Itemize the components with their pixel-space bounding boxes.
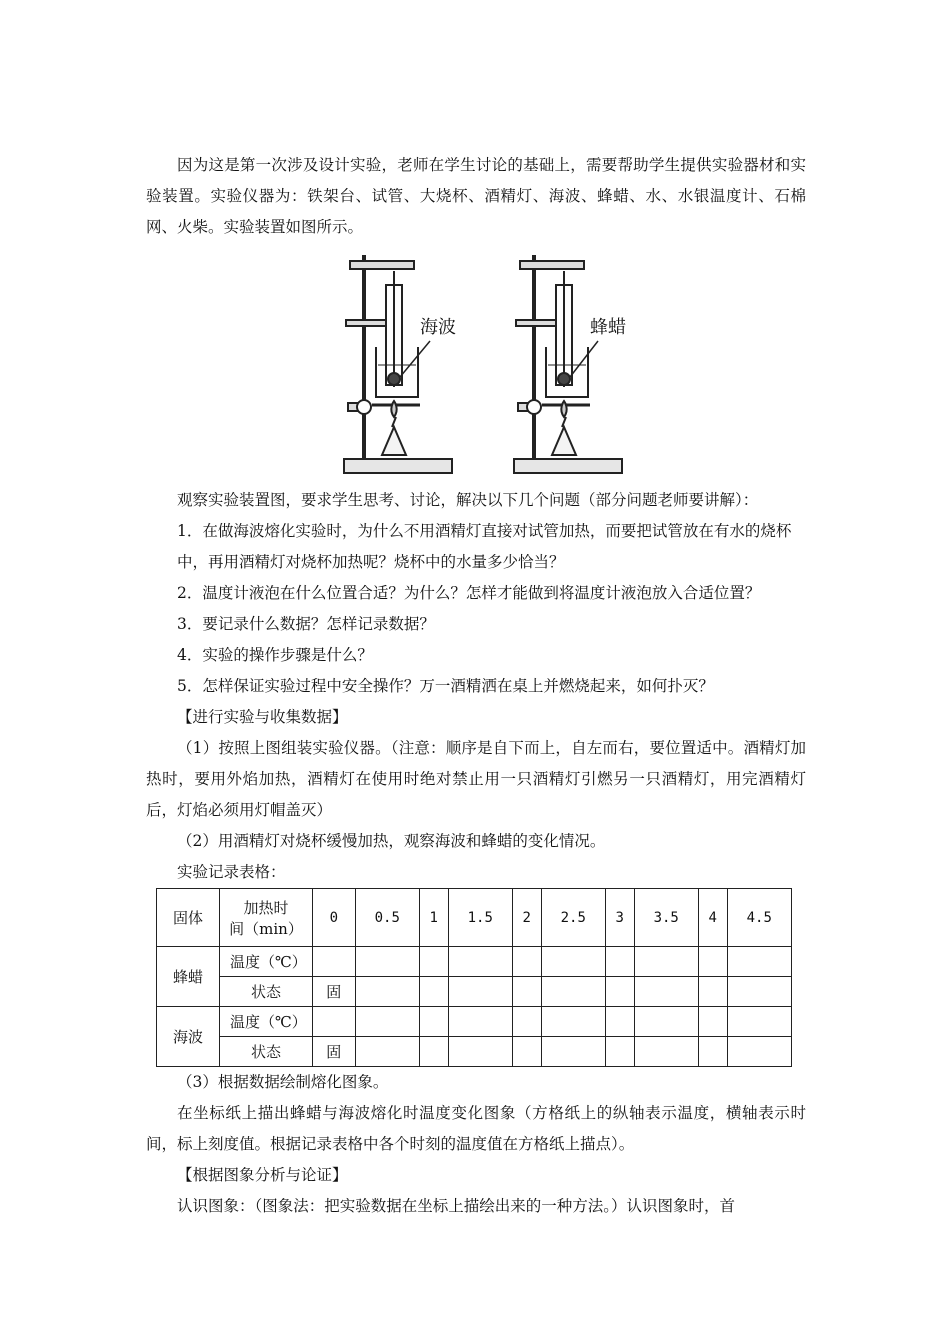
table-row <box>157 947 792 977</box>
temp-label-cell: 温度（℃） <box>220 947 313 977</box>
state-value-cell: 固 <box>313 977 356 1007</box>
table-header-row <box>157 889 792 947</box>
question-2: 2．温度计液泡在什么位置合适？为什么？怎样才能做到将温度计液泡放入合适位置？ <box>177 584 761 602</box>
section-heading-experiment: 【进行实验与收集数据】 <box>177 708 348 726</box>
table-row <box>157 977 792 1007</box>
table-row <box>157 1007 792 1037</box>
time-cell: 4.5 <box>727 889 792 947</box>
plot-paragraph: 在坐标纸上描出蜂蜡与海波熔化时温度变化图象（方格纸上的纵轴表示温度，横轴表示时间，标上刻度值。根据记录表格中各个时刻的温度值在方格纸上描点）。 <box>146 1104 806 1153</box>
wax-label-cell: 蜂蜡 <box>157 947 220 1007</box>
apparatus-figure <box>146 249 806 485</box>
question-5: 5．怎样保证实验过程中安全操作？万一酒精洒在桌上并燃烧起来，如何扑灭？ <box>177 677 714 695</box>
time-cell: 2 <box>512 889 541 947</box>
time-cell: 3.5 <box>634 889 698 947</box>
time-cell: 4 <box>698 889 727 947</box>
time-cell: 1 <box>419 889 448 947</box>
wax-label: 蜂蜡 <box>590 317 626 338</box>
record-table <box>156 888 792 1067</box>
table-row <box>157 1037 792 1067</box>
recognize-paragraph: 认识图象：（图象法：把实验数据在坐标上描绘出来的一种方法。）认识图象时，首 <box>177 1197 736 1215</box>
document-page <box>146 150 806 1222</box>
state-label-cell: 状态 <box>220 1037 313 1067</box>
intro-paragraph: 因为这是第一次涉及设计实验，老师在学生讨论的基础上，需要帮助学生提供实验器材和实验装置。实验仪器为：铁架台、试管、大烧杯、酒精灯、海波、蜂蜡、水、水银温度计、石棉网、火柴。实验装置如图所示。 <box>146 156 806 236</box>
question-3: 3．要记录什么数据？怎样记录数据？ <box>177 615 435 633</box>
solid-header: 固体 <box>157 889 220 947</box>
time-cell: 0.5 <box>355 889 419 947</box>
time-cell: 0 <box>313 889 356 947</box>
question-1: 1．在做海波熔化实验时，为什么不用酒精灯直接对试管加热，而要把试管放在有水的烧杯中，再用酒精灯对烧杯加热呢？烧杯中的水量多少恰当？ <box>177 522 792 571</box>
hypo-label: 海波 <box>420 317 456 338</box>
apparatus-diagram <box>342 249 632 479</box>
time-header-line2: 间（min） <box>229 919 303 938</box>
observe-paragraph: 观察实验装置图，要求学生思考、讨论，解决以下几个问题（部分问题老师要讲解）： <box>177 491 759 509</box>
hypo-label-cell: 海波 <box>157 1007 220 1067</box>
section-heading-analysis: 【根据图象分析与论证】 <box>177 1166 348 1184</box>
table-caption: 实验记录表格： <box>177 863 286 881</box>
time-cell: 1.5 <box>448 889 512 947</box>
time-cell: 3 <box>605 889 634 947</box>
state-value-cell: 固 <box>313 1037 356 1067</box>
time-header-line1: 加热时 <box>243 898 289 917</box>
question-4: 4．实验的操作步骤是什么？ <box>177 646 373 664</box>
step-3: （3）根据数据绘制熔化图象。 <box>177 1073 389 1091</box>
temp-label-cell: 温度（℃） <box>220 1007 313 1037</box>
step-1: （1）按照上图组装实验仪器。（注意：顺序是自下而上，自左而右，要位置适中。酒精灯加热时，要用外焰加热，酒精灯在使用时绝对禁止用一只酒精灯引燃另一只酒精灯，用完酒精灯后，灯焰必须用灯帽盖灭） <box>146 739 806 819</box>
time-header <box>220 889 313 947</box>
step-2: （2）用酒精灯对烧杯缓慢加热，观察海波和蜂蜡的变化情况。 <box>177 832 606 850</box>
state-label-cell: 状态 <box>220 977 313 1007</box>
time-cell: 2.5 <box>541 889 605 947</box>
